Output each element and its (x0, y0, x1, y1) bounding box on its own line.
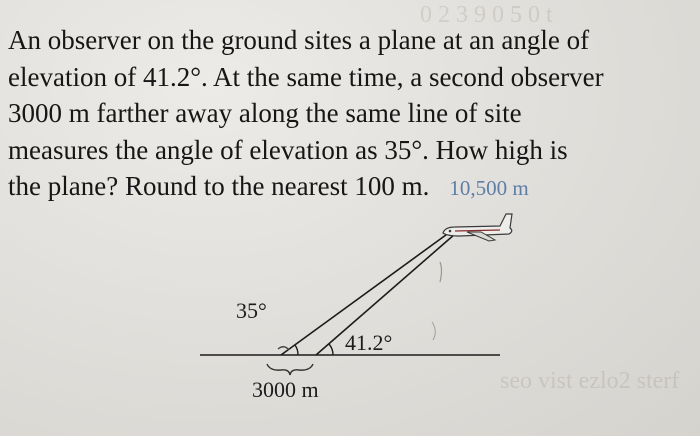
pencil-mark (440, 262, 442, 282)
angle-arc-far (295, 345, 298, 355)
show-through-text: 0 2 3 9 0 5 0 t (420, 2, 553, 28)
problem-line: elevation of 41.2°. At the same time, a second observer (8, 61, 604, 92)
angle-label-far: 35° (236, 298, 267, 323)
distance-label: 3000 m (252, 377, 319, 402)
problem-line: An observer on the ground sites a plane at an angle of (8, 25, 590, 55)
problem-line: 3000 m farther away along the same line of site (8, 98, 522, 128)
problem-line: the plane? Round to the nearest 100 m. (8, 171, 430, 201)
airplane-icon (443, 214, 512, 241)
problem-line: measures the angle of elevation as 35°. How high is (8, 134, 568, 165)
handwritten-answer: 10,500 m (449, 176, 529, 200)
show-through-text: seo vist ezlo2 sterf (500, 368, 680, 394)
pencil-mark (432, 322, 435, 340)
angle-arc-near (329, 344, 333, 355)
distance-brace (267, 364, 313, 375)
angle-label-near: 41.2° (345, 330, 393, 355)
